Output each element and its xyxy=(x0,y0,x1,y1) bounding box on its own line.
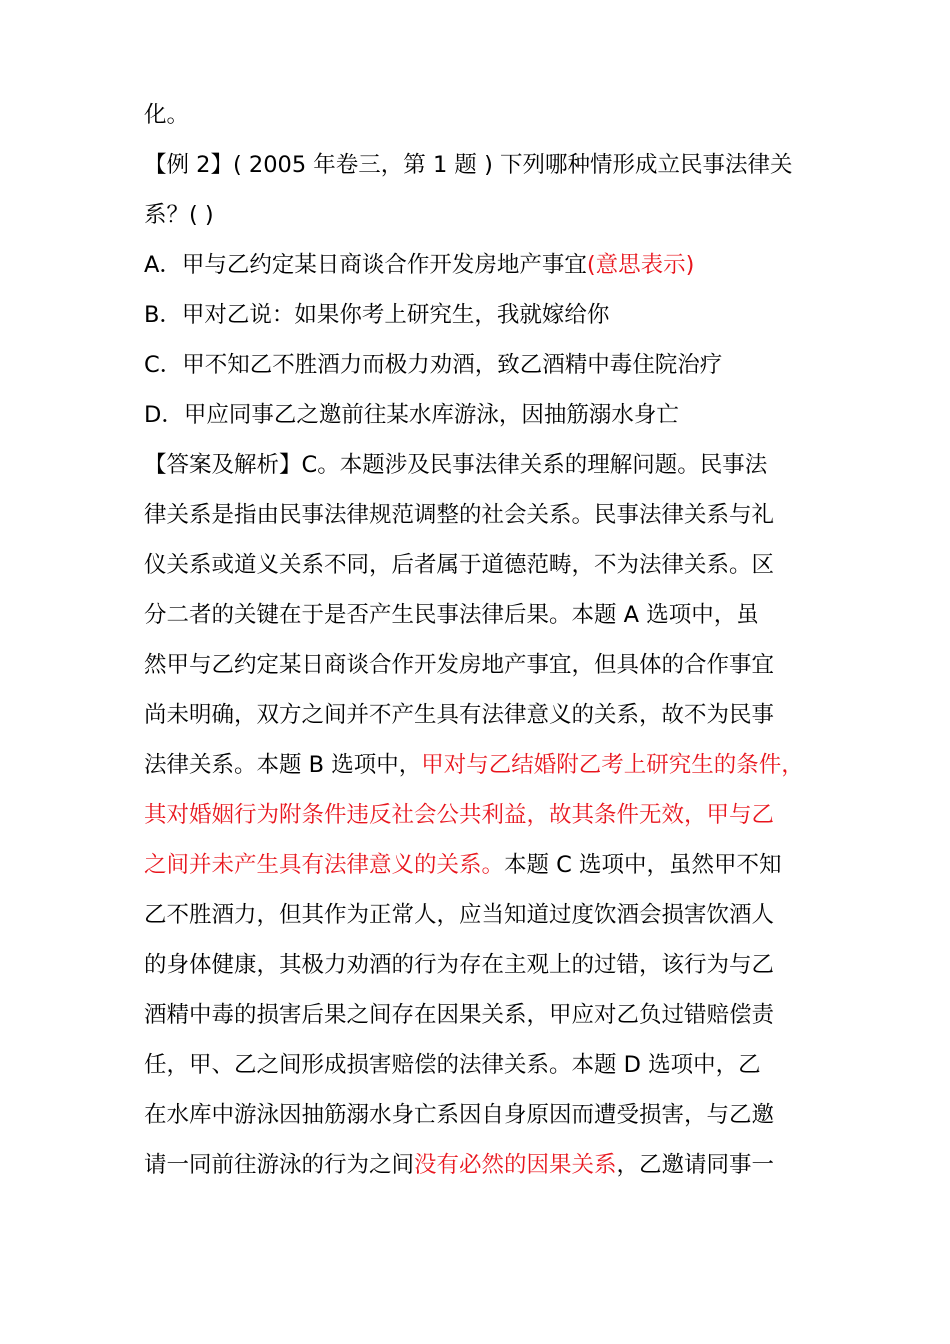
question-line: 系？( ) xyxy=(144,202,214,228)
text-line: 的身体健康，其极力劝酒的行为存在主观上的过错，该行为与乙 xyxy=(144,952,775,978)
text-line: 乙不胜酒力，但其作为正常人，应当知道过度饮酒会损害饮酒人 xyxy=(144,902,775,928)
answer-line: 【答案及解析】C。本题涉及民事法律关系的理解问题。民事法 xyxy=(144,452,768,478)
text-line: 任，甲、乙之间形成损害赔偿的法律关系。本题 D 选项中，乙 xyxy=(144,1052,761,1078)
option-b: B．甲对乙说：如果你考上研究生，我就嫁给你 xyxy=(144,302,610,328)
option-c: C．甲不知乙不胜酒力而极力劝酒，致乙酒精中毒住院治疗 xyxy=(144,352,723,378)
text-line: 请一同前往游泳的行为之间没有必然的因果关系，乙邀请同事一 xyxy=(144,1152,775,1178)
option-a: A．甲与乙约定某日商谈合作开发房地产事宜(意思表示) xyxy=(144,252,695,278)
text-line: 尚未明确，双方之间并不产生具有法律意义的关系，故不为民事 xyxy=(144,702,775,728)
highlighted-text: 之间并未产生具有法律意义的关系。 xyxy=(144,852,505,878)
text-line: 分二者的关键在于是否产生民事法律后果。本题 A 选项中，虽 xyxy=(144,602,759,628)
text-line: 酒精中毒的损害后果之间存在因果关系，甲应对乙负过错赔偿责 xyxy=(144,1002,775,1028)
text-line: 之间并未产生具有法律意义的关系。本题 C 选项中，虽然甲不知 xyxy=(144,852,782,878)
text-line: 然甲与乙约定某日商谈合作开发房地产事宜，但具体的合作事宜 xyxy=(144,652,775,678)
highlighted-text: 没有必然的因果关系 xyxy=(414,1152,617,1178)
text-line: 仪关系或道义关系不同，后者属于道德范畴，不为法律关系。区 xyxy=(144,552,775,578)
text-line: 法律关系。本题 B 选项中，甲对与乙结婚附乙考上研究生的条件， xyxy=(144,752,804,778)
text-line: 化。 xyxy=(144,102,190,128)
option-d: D．甲应同事乙之邀前往某水库游泳，因抽筋溺水身亡 xyxy=(144,402,679,428)
highlighted-text: 甲对与乙结婚附乙考上研究生的条件， xyxy=(421,752,804,778)
text-line xyxy=(144,798,824,832)
highlighted-text: 其对婚姻行为附条件违反社会公共利益，故其条件无效，甲与乙 xyxy=(144,802,775,828)
option-a-annotation: (意思表示) xyxy=(586,252,695,278)
example-heading: 【例 2】( 2005 年卷三，第 1 题 ) 下列哪种情形成立民事法律关 xyxy=(144,152,793,178)
text-line: 在水库中游泳因抽筋溺水身亡系因自身原因而遭受损害，与乙邀 xyxy=(144,1102,775,1128)
text-line: 律关系是指由民事法律规范调整的社会关系。民事法律关系与礼 xyxy=(144,502,775,528)
